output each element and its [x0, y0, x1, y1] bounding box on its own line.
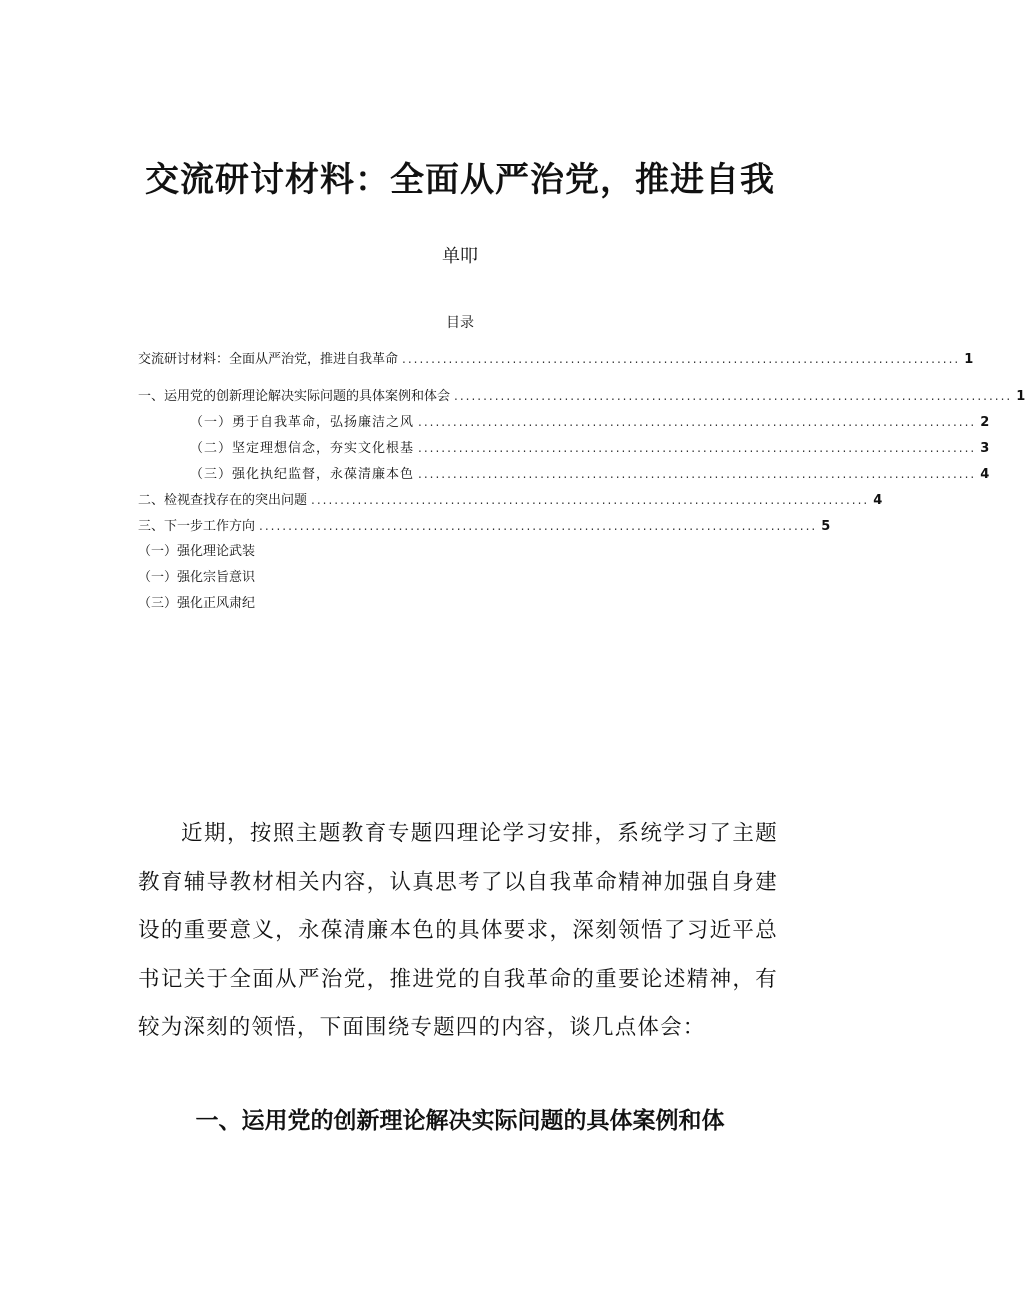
toc-entry[interactable] — [138, 489, 883, 511]
toc-heading: 目录 — [446, 315, 474, 331]
toc-subitem: （一）强化理论武装 — [138, 544, 256, 559]
toc-page-number: 4 — [980, 467, 990, 482]
toc-entry-label: （二）坚定理想信念，夯实文化根基 — [190, 441, 415, 456]
toc-leader-dots: ................................................................................................ — [454, 389, 1013, 403]
section-heading: 一、运用党的创新理论解决实际问题的具体案例和体 — [195, 1108, 725, 1134]
toc-entry[interactable] — [138, 515, 831, 537]
toc-entry-label: 一、运用党的创新理论解决实际问题的具体案例和体会 — [138, 389, 451, 404]
toc-entry-label: （一）勇于自我革命，弘扬廉洁之风 — [190, 415, 415, 430]
toc-entry-label: 交流研讨材料：全面从严治党，推进自我革命 — [138, 352, 399, 367]
toc-page-number: 1 — [964, 352, 974, 367]
toc-entry[interactable] — [138, 385, 1025, 407]
toc-leader-dots: ................................................................................................ — [259, 519, 818, 533]
toc-page-number: 4 — [873, 493, 883, 508]
toc-subitem: （三）强化正风肃纪 — [138, 596, 256, 611]
toc-leader-dots: ................................................................................................ — [311, 493, 870, 507]
toc-entry[interactable] — [138, 348, 974, 370]
toc-page-number: 5 — [821, 519, 831, 534]
toc-page-number: 1 — [1016, 389, 1025, 404]
toc-entry-label: 三、下一步工作方向 — [138, 519, 256, 534]
intro-paragraph: 近期，按照主题教育专题四理论学习安排，系统学习了主题教育辅导教材相关内容，认真思考了以自我革命精神加强自身建设的重要意义，永葆清廉本色的具体要求，深刻领悟了习近平总书记关于全面从严治党，推进党的自我革命的重要论述精神，有较为深刻的领悟，下面围绕专题四的内容，谈几点体会： — [138, 821, 778, 1040]
toc-entry-label: 二、检视查找存在的突出问题 — [138, 493, 308, 508]
toc-leader-dots: ................................................................................................ — [418, 415, 977, 429]
author-name: 单叩 — [442, 246, 478, 267]
document-title: 交流研讨材料：全面从严治党，推进自我 — [145, 160, 775, 200]
toc-entry[interactable] — [138, 463, 990, 485]
toc-leader-dots: ................................................................................................ — [418, 467, 977, 481]
toc-entry[interactable] — [138, 437, 990, 459]
toc-entry[interactable] — [138, 411, 990, 433]
toc-page-number: 2 — [980, 415, 990, 430]
toc-entry-label: （三）强化执纪监督，永葆清廉本色 — [190, 467, 415, 482]
toc-leader-dots: ................................................................................................ — [418, 441, 977, 455]
toc-leader-dots: ................................................................................................ — [402, 352, 961, 366]
toc-page-number: 3 — [980, 441, 990, 456]
toc-subitem: （一）强化宗旨意识 — [138, 570, 256, 585]
